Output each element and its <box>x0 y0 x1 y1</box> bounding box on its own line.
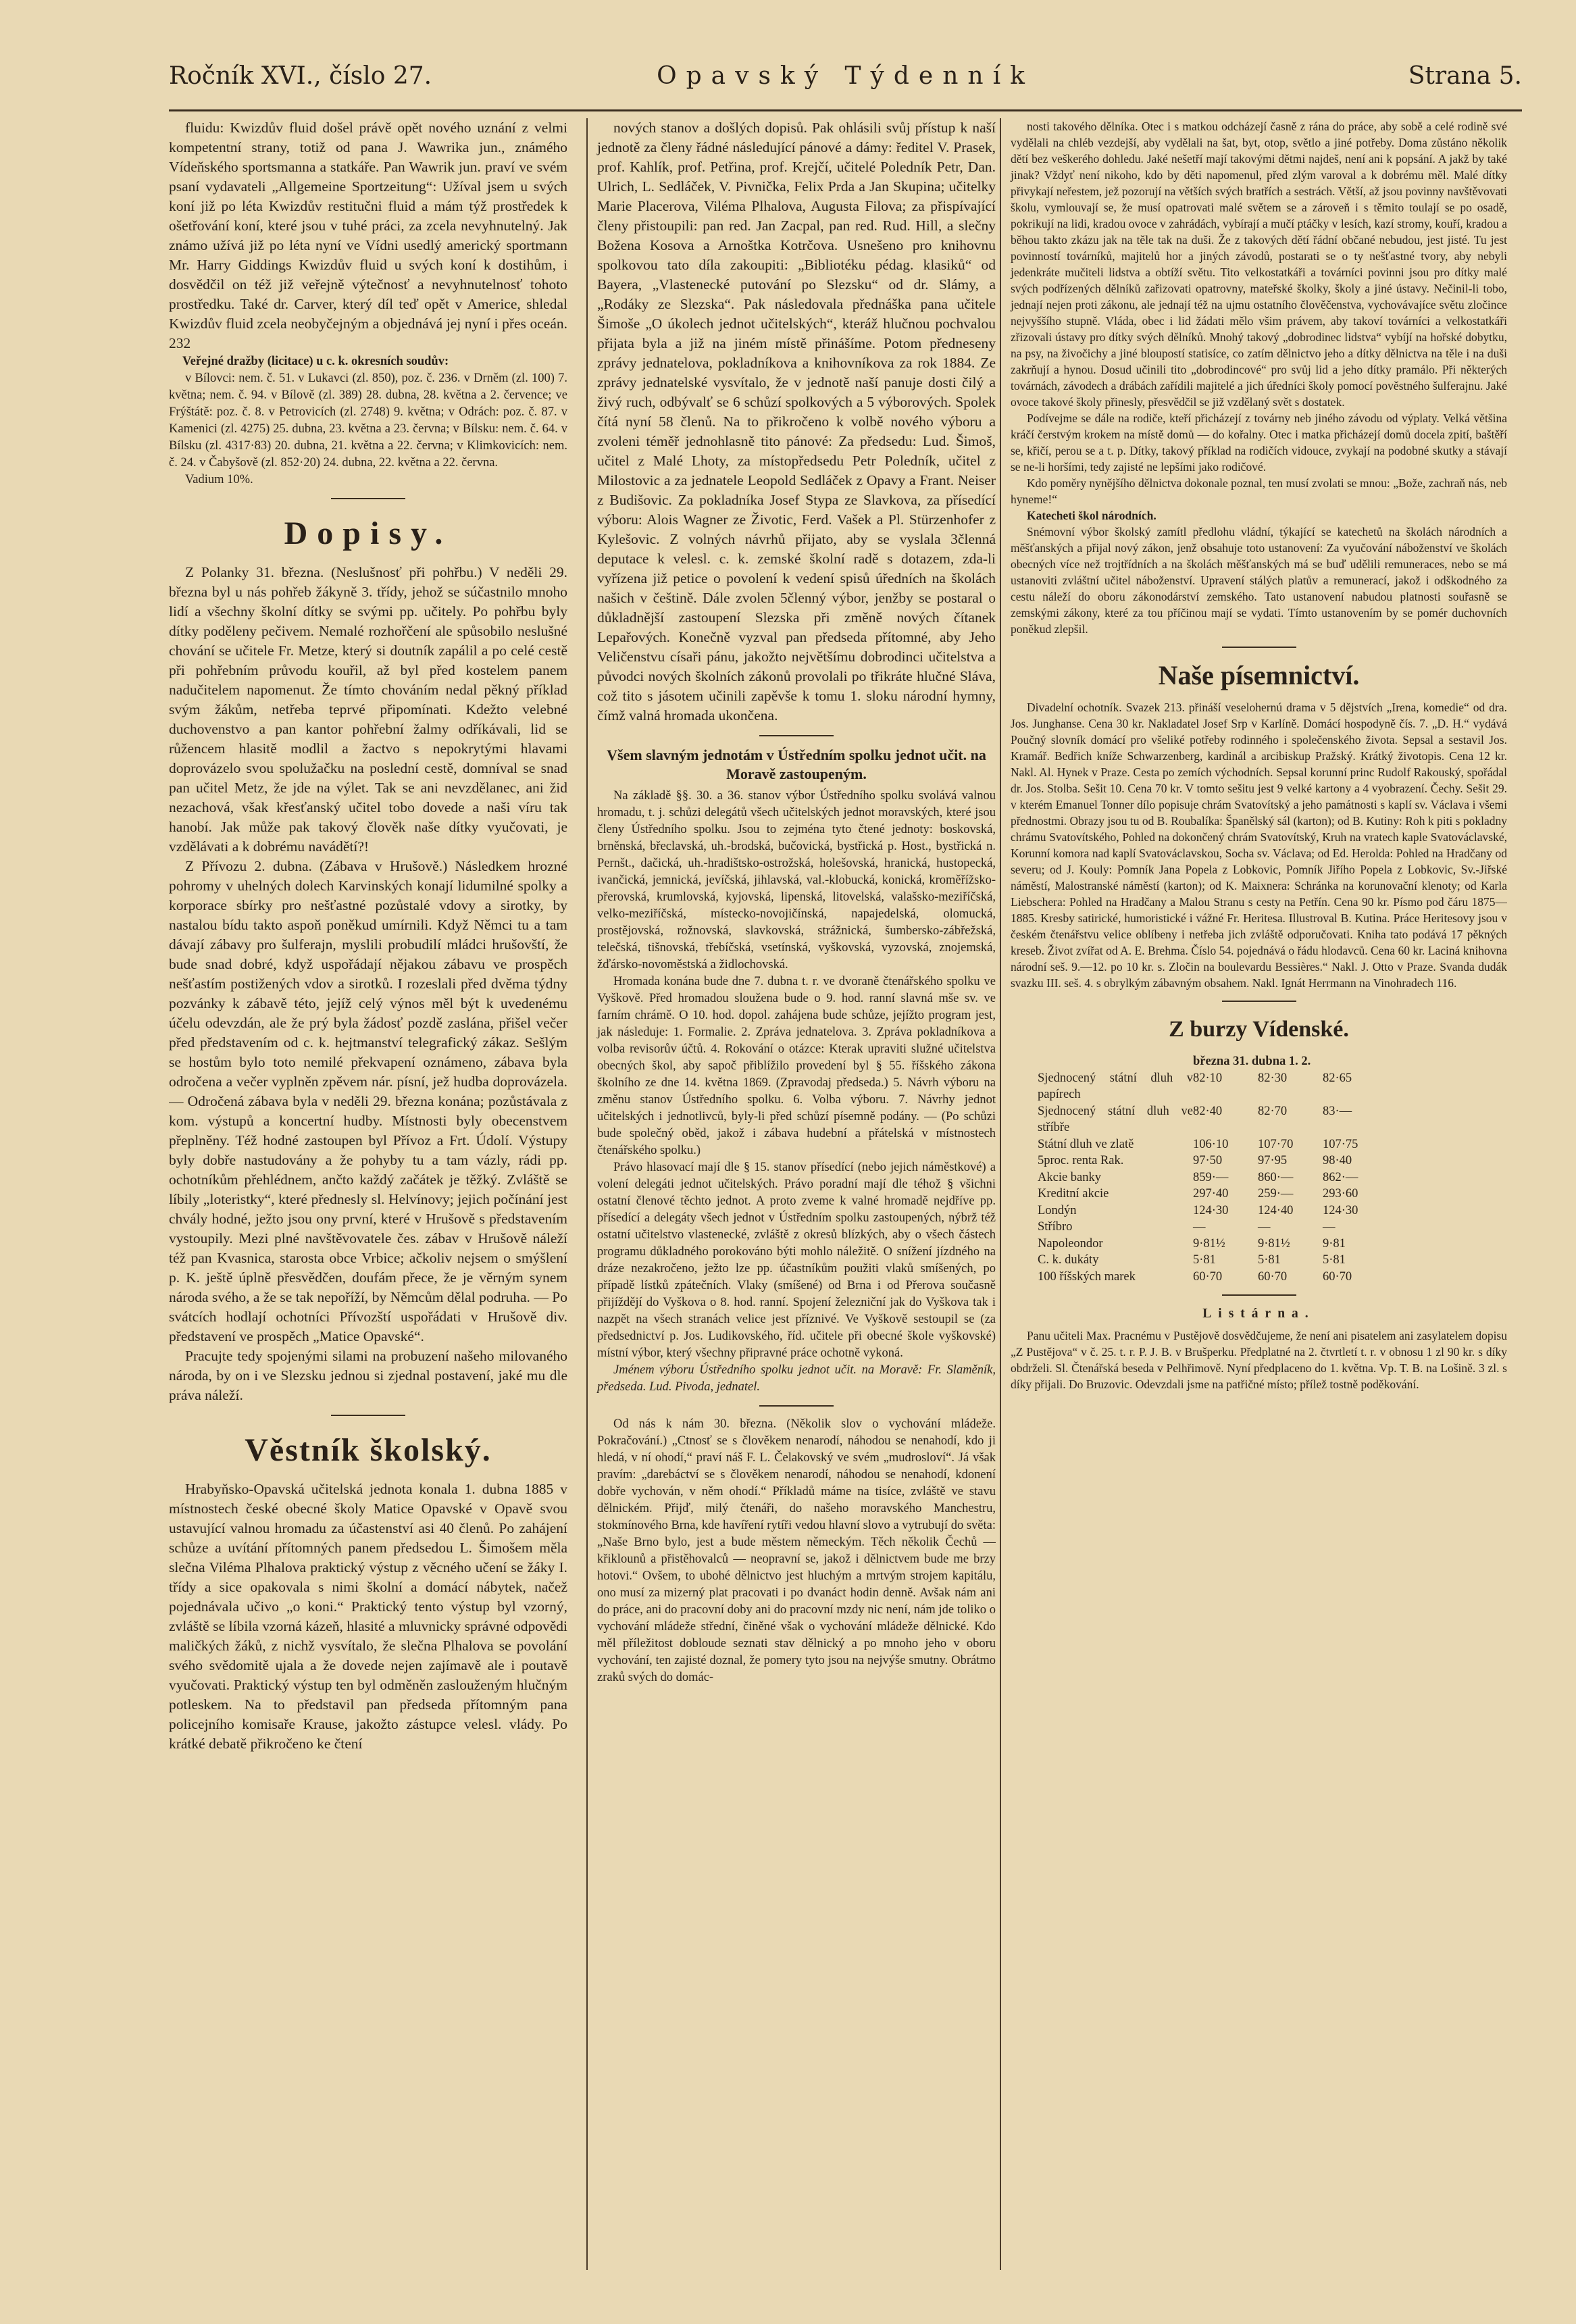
essay-continuation: nosti takového dělníka. Otec i s matkou odcházejí časně z rána do práce, aby sobě a celé rodině své vydělali na chléb vezdejší, aby vydělali na šat, byt, otop, světlo a jiné potřeby. Doma zůstáno několik dětí bez veškerého dohledu. Jaké nešetří mají takovými dětmi najdeš, není ani k popsání. A jakž by také jinak? Vždyť není nikoho, kdo by děti napomenul, před zlým varoval a k dobrému měl. Malé dítky přivykají neřestem, jež pozorují na větších svých bratřích a sestrách. Větší, až jsou povinny navštěvovati školu, vymlouvají se, že musí opatrovati malé světem se a zároveň i s těmito toulají se po osadě, pokrikují na lidi, kradou ovoce v zahrádách, vybírají a mučí ptáčky v lesích, kazí stromy, kouří, kradou a běhou takto zkázu jak na těle tak na duši. Že z takových dětí řádní občané nebudou, jest jisté. Tu jest povinností továrníků, majitelů hor a jiných závodů, postarati se o ty nešťastné tvory, aby nebyli jedenkráte mučiteli lidstva a obtíží světu. Tito velkostatkáři a továrníci povinni jsou pro dítky malé svých podřízených dělníků zařizovati opatrovny, mateřské školky, školy a jiné ústavy. Nečinil-li tobo, jednají nejen proti zákonu, ale jednají též na ujmu ostatního člověčenstva, vychovávajíce světu zločince nejvyššího stupně. Vláda, obec i lid žádati mělo všim právem, aby takoví továrníci a velkostatkáři zřizovali ústavy pro dítky svých dělníků. Mnohý takový „dobrodinec lidstva“ vybíjí na hořské dobytku, na psy, na živočichy a jiné bloupostí statisíce, co zatím dělnictvo jeho a dítky dělnictva na těle i na duši zakrňují a hynou. Dosud učinili tito „dobrodincové“ pro svůj lid a jeho dítky pramálo. Při některých továrnách, závodech a drábách zařídili majitelé a jich úředníci školy pomocí pověstného šulferajnu. Jaké ovoce takové školy přinesly, přesvědčil se již vzdělaný svět s dostatek. <box>1011 120 1507 409</box>
stock-value: 297·40 <box>1193 1187 1229 1201</box>
issue-number: Ročník XVI., číslo 27. <box>169 62 432 90</box>
stock-row <box>1038 1269 1507 1286</box>
stock-value: — <box>1193 1220 1206 1234</box>
stock-name: Sjednocený státní dluh v papírech <box>1038 1071 1193 1101</box>
stock-value: — <box>1323 1220 1336 1234</box>
stock-row <box>1038 1103 1507 1136</box>
section-title-vestnik: Věstník školský. <box>245 1432 492 1468</box>
stock-dates: března 31. dubna 1. 2. <box>1193 1055 1311 1068</box>
stock-name: 5proc. renta Rak. <box>1038 1154 1124 1167</box>
stock-table <box>1038 1053 1507 1285</box>
stock-value: 107·70 <box>1258 1137 1294 1151</box>
stock-value: 97·95 <box>1258 1154 1288 1167</box>
column-1 <box>169 118 567 2270</box>
stock-value: 5·81 <box>1323 1253 1346 1267</box>
notice-title: Všem slavným jednotám v Ústředním spolku jednot učit. na Moravě zastoupeným. <box>607 747 986 782</box>
stock-value: 124·30 <box>1323 1203 1358 1217</box>
stock-row <box>1038 1186 1507 1203</box>
stock-value: 293·60 <box>1323 1187 1358 1201</box>
stock-name: 100 říšských marek <box>1038 1269 1136 1284</box>
stock-value: 60·70 <box>1323 1269 1352 1284</box>
divider <box>331 498 405 499</box>
section-title-burza: Z burzy Vídenské. <box>1169 1017 1349 1042</box>
notice-program: Hromada konána bude dne 7. dubna t. r. ve dvoraně čtenářského spolku ve Vyškově. Před hromadou sloužena bude o 9. hod. ranní slavná mše sv. ve farním chrámě. O 10. hod. dopol. zahájena bude schůze, jejížto program jest, jak následuje: 1. Formalie. 2. Zpráva jednatelova. 3. Zpráva pokladníkova a volba revisorův účtů. 4. Rokování o otázce: Kterak upraviti služné učitelstva obecných škol, aby sapoč přiblížilo provedení byl § 55. říšského zákona školního ze dne 14. května 1869. (Zpravodaj předseda.) 5. Návrh výboru na změnu stanov Ústředního spolku. 6. Volba výboru. 7. Návrhy jednot učitelských i jednotlivců, byly-li před schůzí písemně podány. — (Po schůzi bude společný oběd, jakož i zábava hudební a přátelská v místnostech čtenářského spolku.) <box>597 975 996 1157</box>
stock-row <box>1038 1252 1507 1269</box>
stock-value: 97·50 <box>1193 1154 1223 1167</box>
letter-privoz: Z Přívozu 2. dubna. (Zábava v Hrušově.) Následkem hrozné pohromy v uhelných dolech Karvinských konají lidumilné spolky a korporace sbírky pro nešťastné pozůstalé vdovy a sirotky, by nastalou bídu takto aspoň poněkud umírnili. Když Němci tu a tam dávají zábavy pro šulferajn, myslili probudilí mládci hrušovští, že bude snad dobré, když uspořádají nějakou zábavu ve prospěch nešťastím postižených vdov a sirotků. I rozeslali před dvěma týdny pozvánky k zábavě této, jejíž celý výnos měl být k uvedenému účelu odevzdán, ale že prý byla žádosť pozdě zaslána, přišel večer před představením od c. k. hejtmanství telegrafický zákaz. Sešlým se hostům bylo toto nemilé překvapení oznámeno, zábava byla odročena a večer vyplněn zpěvem nár. písní, jež hudba doprovázela. — Odročená zábava byla v neděli 29. března konána; pozůstávala z kom. výstupů a koncertní hudby. Místnosti byly obecenstvem přeplněny. Též hodné zastoupen byl Přívoz a Frt. Údolí. Výstupy byly dobře nastudovány a že pohyby tu a tam vázly, rádi pp. ochotníkům přehlédnem, ančto každý začátek je těžký. Zvláště se líbily „loteristky“, které přednesly sl. Helvínovy; jejich počínání jest chvály hodné, ježto jsou ony první, které v Hrušově s představením vystoupily. Mezi plné navštěvovatele čes. zábav v Hrušově náleží též pan Kvasnica, starosta obce Vrbice; ačkoliv nejsem o smýšlení p. K. ještě úplně přesvědčen, doufám přece, že je věrným synem národa svého, a že se tak nepoříží, by Němcům dělal podruha. — Po svátcích hodlají ochotníci Přívozští uspořádati v Hrušově div. představení ve prospěch „Matice Opavské“. <box>169 858 567 1344</box>
stock-value: 82·65 <box>1323 1071 1352 1085</box>
essay-paragraph-3: Kdo poměry nynějšího dělnictva dokonale poznal, ten musí zvolati se mnou: „Bože, zachraň nás, neb hyneme!“ <box>1011 476 1507 506</box>
education-essay: Od nás k nám 30. března. (Několik slov o vychování mládeže. Pokračování.) „Ctnosť se s člověkem nenarodí, náhodou se nenahodí, kdo ji hledá, v ní ohodí,“ praví náš F. L. Čelakovský ve svém „mudrosloví“. Já však pravím: „darebáctví se s člověkem nenarodí, náhodou se nenahodí, kdonení dobře vychován, v něm ohodí.“ Příkladů máme na tisíce, zvláště ve stavu dělnickém. Přijď, milý čtenáři, do našeho moravského Manchestru, stokmínového Brna, kde havíření rytíři vedou hlavní slovo a vytrubují do světa: „Naše Brno bylo, jest a bude městem německým. Těch několik Čechů — křiklounů a přistěhovalců — neopravní se, jakož i dělnictvem bude me brzy hotovi.“ Ovšem, to ubohé dělnictvo jest hluchým a mrtvým strojem kapitálu, ono musí za mizerný plat pracovati i po dvanáct hodin denně. Avšak nám ani do práce, ani do pracovní doby ani do pracovní mzdy nic není, nám jde toliko o vychování mládeže střední, činěné však o vychování mládeže dělnické. Kdo měl příležitost dobloude seznati stav dělnický a po mnoho jeho v oboru vychování, ten zajisté doznal, že pomery tyto jsou na nejvýše smutny. Obrátmo zraků svých do domác- <box>597 1417 996 1684</box>
stock-name: Kreditní akcie <box>1038 1187 1109 1201</box>
letter-polanka: Z Polanky 31. března. (Neslušnosť při pohřbu.) V neděli 29. března byl u nás pohřeb žákyně 3. třídy, jehož se súčastnilo mnoho lidí a všechny školní dítky se svými pp. učitely. Po pohřbu byly dítky poděleny pečivem. Nemalé rozhořčení ale spůsobilo neslušné chování se učitele Fr. Metze, který si doutník zapálil a po celé cestě při pohřebním průvodu kouřil, až byl před kostelem panem nadučitelem napomenut. Že tímto chováním nedal pěkný příklad svým žákům, netřeba teprvé připomínati. Kdežto velebné duchovenstvo a pan kantor pohřební žalmy odříkávali, lid se růžencem hlasitě modlil a žactvo s nepokrytými hlavami doprovázelo svou spolužačku na poslední cestě, domníval se snad pan učitel Metz, že jde na výlet. Tak se ani nevzdělanec, ani žid nezachová, však křesťanský učitel tobo dovede a naši víru tak hanobí. Jak může pak takový člověk naše dítky vyučovati, je vzdělávati a k dobrému navádětí?! <box>169 564 567 855</box>
stock-value: 862·— <box>1323 1170 1358 1184</box>
stock-value: 5·81 <box>1258 1253 1281 1267</box>
stock-value: 60·70 <box>1193 1269 1223 1284</box>
stock-row <box>1038 1153 1507 1169</box>
stock-value: 9·81½ <box>1258 1236 1290 1251</box>
notice-signature: Jménem výboru Ústředního spolku jednot učit. na Moravě: Fr. Slaměník, předseda. Lud. Pivoda, jednatel. <box>597 1363 996 1394</box>
stock-value: 9·81½ <box>1193 1236 1225 1251</box>
stock-value: 60·70 <box>1258 1269 1288 1284</box>
stock-name: Londýn <box>1038 1203 1077 1217</box>
stock-name: Akcie banky <box>1038 1170 1102 1184</box>
stock-value: 9·81 <box>1323 1236 1346 1251</box>
letter-closing: Pracujte tedy spojenými silami na probuzení našeho milovaného národa, by on i ve Slezsku jednou si zjednal postavení, jaké mu dle práva náleží. <box>169 1348 567 1403</box>
divider <box>1222 1294 1296 1296</box>
divider <box>331 1415 405 1416</box>
stock-row <box>1038 1070 1507 1103</box>
stock-row <box>1038 1236 1507 1253</box>
stock-rows <box>1038 1070 1507 1286</box>
notice-body: Na základě §§. 30. a 36. stanov výbor Ústředního spolku svolává valnou hromadu, t. j. schůzi delegátů všech učitelských jednot moravských, které jsou členy Ústředního spolku. Jsou to zejména tyto čtené jednoty: boskovská, brněnská, břeclavská, uh.-brodská, bučovická, bystřická p. Host., bystřická n. Pernšt., dačická, uh.-hradištsko-ostrožská, holešovská, hranická, hustopecká, ivančická, jemnická, jevíčská, jihlavská, val.-klobucká, konická, kroměřížsko-přerovská, krumlovská, kyjovská, lipenská, litovelská, valašsko-meziříčská, velko-meziříčská, místecko-novojičínská, napajedelská, olomucká, prostějovská, rožnovská, slavkovská, strážnická, šumbersko-zábřežská, telečská, tišnovská, třebíčská, vsetínská, vyškovská, vyzovská, znojemská, žďársko-novoměstská a židlochovská. <box>597 789 996 971</box>
stock-value: 98·40 <box>1323 1154 1352 1167</box>
notice-voting: Právo hlasovací mají dle § 15. stanov přísedící (nebo jejich náměstkové) a volení delegáti jednot učitelských. Právo poradní mají dle téhož § všichni ostatní členové těchto jednot. A proto zveme k valné hromadě nejdříve pp. přísedící a delegáty všech jednot v Ústředním spolku zastoupených, nýbrž též ostatní učitelstvo vlastenecké, zvláště z okresů blízkých, aby o všech částech programu důkladného porokováno býti mohlo náležitě. O snížení jízdného na dráze nezakročeno, ježto lze pp. účastníkům použiti vlaků smíšených, po případě lístků zpátečních. Vlaky (smíšené) od Brna i od Přerova současně přijíždějí do Vyškova o 8. hod. ranní. Spojení železniční jak do Vyškova tak i nazpět na všech stranách velice jest příznivé. Ve Vyškově sestoupil se (za předsednictví p. Jos. Ludikovského, říd. učitele při obecné škole vyškovské) místní výbor, který všechny připravné práce ochotně vykoná. <box>597 1161 996 1360</box>
divider <box>759 1405 834 1407</box>
vestnik-article: Hrabyňsko-Opavská učitelská jednota konala 1. dubna 1885 v místnostech české obecné školy Matice Opavské v Opavě svou ustavující valnou hromadu za účastenství asi 40 členů. Po zahájení schůze a uvítání přítomných panem předsedou L. Šimošem měla slečna Viléma Plhalova praktický výstup z věcného učení se žáky I. třídy a sice opakovala s nimi školní a domácí nábytek, načež pojednávala učivo „o koni.“ Praktický tento výstup byl vzorný, zvláště se líbila vzorná kázeň, hlasité a mluvnicky správné odpovědi maličkých žáků, z nichž vysvítalo, že slečna Plhalova se povolání svého svědomitě ujala a že dovede nejen zajímavě ale i poutavě vyučovati. Praktický výstup ten byl odměněn zaslouženým hlučným potleskem. Na to představil pan předseda přítomným pana policejního komisaře Krause, jakožto zástupce velesl. vlády. Po krátké debatě přikročeno ke čtení <box>169 1481 567 1752</box>
catechist-heading: Katecheti škol národních. <box>1027 509 1156 522</box>
stock-row <box>1038 1169 1507 1186</box>
catechist-body: Snémovní výbor školský zamítl předlohu vládní, týkající se katechetů na školách národních a měšťanských a přijal nový zákon, jenž obsahuje toto ustanovení: Za vyučování náboženství ve školách obecných více než trojtřídních a na školách měšťanských má se buď udělili remuneraces, nebo se má ustanoviti zvláštní učitel náboženství. Upravení stálých platův a remunerací, jakož i odškodného za cestu náleží do oboru zákonodárství zemského. Tato ustanovení nabudou platnosti souřasně se zemskými zákony, které za tou příčinou mají se vydati. Tímto ustanovením by se pomér duchovních poněkud zlepšil. <box>1011 525 1507 636</box>
divider <box>1222 647 1296 648</box>
stock-value: 82·30 <box>1258 1071 1288 1085</box>
stock-value: 259·— <box>1258 1187 1294 1201</box>
stock-date-row <box>1038 1053 1507 1070</box>
stock-value: 106·10 <box>1193 1137 1229 1151</box>
stock-row <box>1038 1136 1507 1153</box>
section-title-literature: Naše písemnictví. <box>1158 660 1360 690</box>
stock-value: 859·— <box>1193 1170 1229 1184</box>
stock-value: 124·30 <box>1193 1203 1229 1217</box>
stock-value: 82·40 <box>1193 1104 1223 1118</box>
literature-list: Divadelní ochotník. Svazek 213. přináší veselohernú drama v 5 dějstvích „Irena, komedie“ od dra. Jos. Junghanse. Cena 30 kr. Nakladatel Josef Srp v Karlíně. Domácí hospodyně čís. 7. „D. H.“ vydává Poučný slovník domácí pro všeliké potřeby rodinného i společenského života. Sepsal a sestavil Jos. Kramář. Bedřich kníže Schwarzenberg, kardinál a arcibiskup Pražský. Krátký životopis. Cena 12 kr. Nakl. Al. Hynek v Praze. Cesta po zemích východních. Sepsal korunní princ Rudolf Rakouský, spořádal dr. Jos. Stolba. Sešit 10. Cena 70 kr. V tomto sešitu jest 9 velké kartony a 4 vyobrazení. Čechy. Sešit 29. v kterém Emanuel Tonner dílo popisuje chrám Svatovítský a jeho památnosti s kaplí sv. Václava i všemi přednostmi. Obrazy jsou tu od B. Roubalíka: Španělský sál (karton); od B. Kutiny: Roh k piti s pokladny chrámu Svatovítského, Pohled na dokončený chrám Svatovítský, Kruh na vratech kaple Svatováclavské, Korunní komora nad kaplí Svatováclavskou, Socha sv. Václava; od Ed. Herolda: Pohled na Hradčany od severu; od J. Kouly: Pomník Jana Popela z Lobkovic, Pomník Jiřího Popela z Lobkovic, Sv.-Jiřské náměstí, Malostranské náměstí (karton); od K. Maixnera: Schránka na korunovační klenoty; od Karla Liebschera: Pohled na Hradčany a Malou Stranu s cesty na Petřín. Cena 90 kr. Písmo pod čáru 1875—1885. Kresby satirické, humoristické i vážné Fr. Heritesa. Illustroval B. Kutina. Práce Heritesovy jsou v českém čtenářstvu velice oblíbeny i netřeba jich zvláště odporučovati. Kniha tato podává 17 pěkných kreseb. Život zvířat od A. E. Brehma. Číslo 54. pojednává o řádu hlodavců. Cena 60 kr. Laciná knihovna národní seš. 9.—12. po 10 kr. s. Zločin na boulevardu Bessières.“ Nakl. J. Otto v Praze. Svanda dudák svazku III. seš. 4. s obrylkým zábavným obsahem. Nakl. Ignát Herrmann na Vinohradech 116. <box>1011 701 1507 990</box>
stock-row <box>1038 1219 1507 1236</box>
column-3 <box>1000 118 1507 2270</box>
stock-value: 83·— <box>1323 1104 1352 1118</box>
page-header <box>169 62 1522 111</box>
stock-value: 82·70 <box>1258 1104 1288 1118</box>
section-title-listarna: Listárna. <box>1202 1307 1315 1321</box>
vestnik-continuation: nových stanov a došlých dopisů. Pak ohlásili svůj přístup k naší jednotě za členy řádné následující pánové a dámy: ředitel V. Prasek, prof. Kahlík, prof. Petřina, prof. Krejčí, učitelé Poledník Petr, Dan. Ulrich, L. Sedláček, V. Pivnička, Felix Prda a Jan Skupina; učitelky Marie Placerova, Viléma Plhalova, Augusta Filova; za přispívající členy přistoupili: pan red. Jan Zacpal, pan red. Rud. Hill, a slečny Božena Kosova a Arnoštka Kotrčova. Usnešeno pro knihovnu spolkovou tato díla zakoupiti: „Bibliotéku pédag. klasiků“ od Bayera, „Vlastenecké putování po Slezsku“ od dr. Slámy, a „Rodáky ze Slezska“. Pak následovala přednáška pana učitele Šimoše „O úkolech jednot učitelských“, kteráž hlučnou pochvalou přijata byla a již na jiném místě přinášíme. Potom předneseny zprávy jednatelova, pokladníkova a knihovníkova za rok 1884. Ze zprávy jednatelské vysvítalo, že v jednotě naší panuje dosti čilý a živý ruch, odbývalť se 6 schůzí spolkových a 5 výborových. Spolek čítá nyní 58 členů. Na to přikročeno k volbě nového výboru a zvoleni téměř jednohlasně tito pánové: Za předsedu: Lud. Šimoš, učitel z Malé Lhoty, za místopředsedu Petr Poledník, učitel z Milostovic a za jednatele Leopold Sedláček z Opavy a Frant. Neiser z Budišovic. Za pokladníka Josef Stypa ze Slavkova, za přísedící výboru: Alois Wagner ze Životic, Ferd. Vašek a Pl. Stürzenhofer z Kylešovic. Z volných návrhů přijato, aby se vyslala 3členná deputace k velesl. c. k. zemské školní radě s dotazem, zda-li vyřízena již petice o povolení k vedení spisů úředních na školách našich v češtině. Dále zvolen 5členný výbor, jenžby se postaral o důkladnější zastoupení Slezska při změně nových čítanek Lepařových. Konečně vyzval pan předseda přítomné, aby Jeho Veličenstvu císaři pánu, jakožto největšímu dobrodinci učitelstva a původci nových školních zákonů provolali po třikráte hlučné Sláva, což tito s jásotem učinili zapěvše k tomu 1. sloku národní hymny, čímž valná hromada ukončena. <box>597 120 996 724</box>
masthead-title: Opavský Týdenník <box>657 62 1034 90</box>
vadium-note: Vadium 10%. <box>185 473 253 486</box>
stock-value: 860·— <box>1258 1170 1294 1184</box>
auction-heading: Veřejné dražby (licitace) u c. k. okresních soudův: <box>182 355 449 368</box>
auction-list: v Bílovci: nem. č. 51. v Lukavci (zl. 850), poz. č. 236. v Drněm (zl. 100) 7. května; nem. č. 94. v Bílově (zl. 389) 28. dubna, 28. května a 2. července; ve Frýštátě: poz. č. 8. v Petrovicích (zl. 2748) 9. května; v Odrách: poz. č. 87. v Kamenici (zl. 4275) 25. dubna, 23. května a 23. června; v Bílsku: nem. č. 64. v Bílsku (zl. 4317·83) 20. dubna, 21. května a 22. června; v Klimkovicích: nem. č. 24. v Čabyšově (zl. 852·20) 24. dubna, 22. května a 22. června. <box>169 372 567 470</box>
stock-name: Stříbro <box>1038 1220 1073 1234</box>
stock-value: 107·75 <box>1323 1137 1358 1151</box>
divider <box>1222 1001 1296 1002</box>
essay-paragraph-2: Podívejme se dále na rodiče, kteří přicházejí z továrny neb jiného závodu od výplaty. Velká většina kráčí čerstvým krokem na místě domů — do kořalny. Otec i matka přicházejí domů docela zpití, baštěří se, křičí, perou se a t. p. Dítky, takový příklad na rodičích vidouce, zvykají na podobné skutky a stávají se ne-li horšími, tedy zajisté ne lepšími jako rodičové. <box>1011 411 1507 474</box>
stock-value: 124·40 <box>1258 1203 1294 1217</box>
section-title-dopisy: Dopisy. <box>284 515 453 551</box>
stock-name: Státní dluh ve zlatě <box>1038 1137 1134 1151</box>
stock-value: 82·10 <box>1193 1071 1223 1085</box>
stock-value: — <box>1258 1220 1271 1234</box>
stock-name: Napoleondor <box>1038 1236 1103 1251</box>
page-number: Strana 5. <box>1408 62 1522 90</box>
stock-name: C. k. dukáty <box>1038 1253 1099 1267</box>
column-2 <box>586 118 996 2270</box>
stock-name: Sjednocený státní dluh ve stříbře <box>1038 1104 1193 1134</box>
divider <box>759 735 834 736</box>
stock-value: 5·81 <box>1193 1253 1216 1267</box>
stock-row <box>1038 1203 1507 1219</box>
kwizd-fluid-ad: fluidu: Kwizdův fluid došel právě opět nového uznání z velmi kompetentní strany, totiž od pana J. Wawrika jun., známého Vídeňského sportsmanna a statkáře. Pan Wawrik jun. praví ve svém psaní vydavateli „Allgemeine Sportzeitung“: Užíval jsem u svých koní již po léta Kwizdův restitučni fluid a mám týž prostředek k ošetřování koní, které jsou v tuhé práci, za zcela nevyhnutelný. Jak známo užívá již po léta nyní ve Vídni usedlý americký sportmann Mr. Harry Giddings Kwizdův fluid u svých koní k dostihům, i dosvědčil on též již veřejně výtečnosť a nevyhnutelnosť tohoto prostředku. Také dr. Carver, který díl teď opět v Americe, shledal Kwizdův fluid zcela neobyčejným a objednává jej nyní i přes oceán. 232 <box>169 120 567 351</box>
listarna-body: Panu učiteli Max. Pracnému v Pustějově dosvědčujeme, že není ani pisatelem ani zasylatelem dopisu „Z Pustějova“ v č. 25. t. r. P. J. B. v Brušperku. Předplatné na 2. čtvrtletí t. r. v obnosu 1 zl 90 kr. s díky obdrželi. Sl. Čtenářská beseda v Pelhřimově. Nyní předplaceno do 1. května. Vp. T. B. na Lošině. 3 zl. s díky přijali. Do Bruzovic. Odevzdali jsme na patřičné místo; přílež tostně poděkování. <box>1011 1328 1507 1391</box>
